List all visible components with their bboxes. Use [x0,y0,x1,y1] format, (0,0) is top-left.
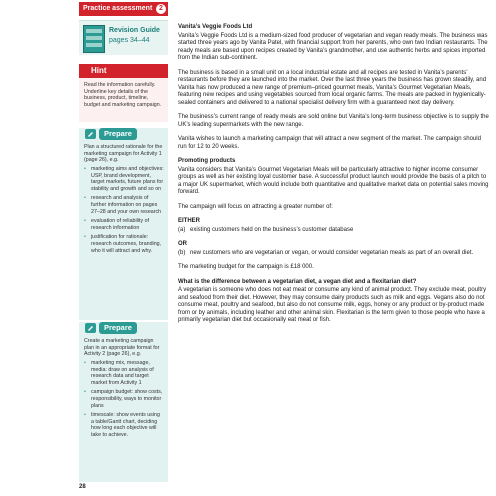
paragraph: The business is based in a small unit on a local industrial estate and all recipes are tested in Vanita’s parents’ restaurants before they are launched into the market. Over the last three years the business has grown steadily, and Vanita has now produced a new range of premium–priced gourmet meals, Vanita’s Gourmet Vegetarian Meals, featuring new recipes and using vegetables sourced from local organic farms. The meals are packed in hygienically-sealed containers and delivered to a national specialist delivery firm with a guaranteed next day delivery. [178,69,487,106]
hint-header [79,64,168,78]
revision-guide-title: Revision Guide [109,27,160,34]
revision-guide-pages: pages 34–44 [109,37,150,44]
pencil-icon [85,129,96,139]
budget-text: The marketing budget for the campaign is £18 000. [178,264,314,270]
option-a [178,227,490,235]
prepare-intro: Plan a structured rationale for the marketing campaign for Activity 1 (page 26), e.g. [84,144,163,164]
practice-assessment-label: Practice assessment [83,5,153,12]
paragraph: Vanita considers that Vanita’s Gourmet Vegetarian Meals will be particularly attractive to higher income consumer groups as well as her existing loyal customer base. A successful product launch would provide the basis of a pitch to a major UK supermarket, which would include both quantitative and qualitative market data on potential sales moving forward. [178,166,489,195]
revision-guide-box [79,20,168,55]
pencil-icon [85,323,96,333]
list-item: • marketing mix, message, media: draw on analysis of research data and target market from Activity 1 [84,360,164,386]
hint-text: Read the information carefully. Underline key details of the business, product, timeline, budget and marketing campaign. [84,82,162,108]
sidebar [79,0,170,484]
list-item: • justification for rationale: research outcomes, branding, who it will attract and why. [84,234,164,254]
paragraph: The business’s current range of ready meals are sold online but Vanita’s long-term business objective is to supply the UK’s leading supermarkets with the new range. [178,114,489,128]
list-item: • campaign budget: show costs, responsibility, ways to monitor plans [84,389,164,409]
practice-assessment-tab [79,2,168,16]
or-label: OR [178,241,187,247]
prepare-header [79,322,168,334]
paragraph: Vanita wishes to launch a marketing campaign that will attract a new segment of the market. The campaign should run for 12 to 20 weeks. [178,136,481,150]
prepare-label: Prepare [99,322,137,334]
case-study-text [178,24,490,332]
either-label: EITHER [178,218,201,224]
option-a-label: (a) [178,226,186,233]
list-item: • marketing aims and objectives: USP, brand development, target markets, future plans for stability and growth and so on [84,166,164,192]
section-heading-diets: What is the difference between a vegetarian diet, a vegan diet and a flexitarian diet? [178,278,417,285]
list-item: • research and analysis of further information on pages 27–28 and your own research [84,195,164,215]
prepare-box-activity-1 [79,128,168,320]
page-number: 28 [79,484,86,490]
hint-box [79,78,168,122]
paragraph: A vegetarian is someone who does not eat meat or consume any kind of animal product. They exclude meat, poultry and seafood from their diet. However, they may consume dairy products such as milk and eggs. Vegans also do not consume meat, poultry and seafood, but also do not consume milk, eggs, honey or any product or by-product made from or by animals, including leather and other animal skin. Flexitarian is the term given to those people who have a primarily vegetarian diet but occasionally eat meat or fish. [178,287,487,323]
case-study-title: Vanita’s Veggie Foods Ltd [178,24,253,30]
list-item: • evaluation of reliability of research information [84,218,164,231]
option-a-text: existing customers held on the business’s customer database [190,226,354,233]
option-b-label: (b) [178,249,186,256]
prepare-list [84,360,164,442]
revision-guide-book-icon [83,25,105,53]
list-item: • timescale: show events using a table/Gantt chart, deciding how long each objective will take to achieve. [84,412,164,438]
prepare-list [84,166,164,257]
option-b [178,250,490,258]
option-b-text: new customers who are vegetarian or vegan, or would consider vegetarian meals as part of an overall diet. [190,249,474,256]
prepare-intro: Create a marketing campaign plan in an appropriate format for Activity 2 (page 26), e.g. [84,338,160,358]
prepare-label: Prepare [99,128,137,140]
assessment-number-badge: 2 [156,4,166,14]
prepare-header [79,128,168,140]
hint-label: Hint [87,65,111,77]
paragraph: The campaign will focus on attracting a greater number of: [178,203,333,210]
section-heading-promoting-products: Promoting products [178,158,236,164]
prepare-box-activity-2 [79,322,168,482]
paragraph: Vanita’s Veggie Foods Ltd is a medium-sized food producer of vegetarian and vegan ready meals. The business was started three years ago by Vanita Patel, with financial support from her parents, who own two Indian restaurants. The ready meals are based upon recipes created by Vanita’s grandmother, and use authentic herbs and spices imported from the Indian sub-continent. [178,32,488,61]
